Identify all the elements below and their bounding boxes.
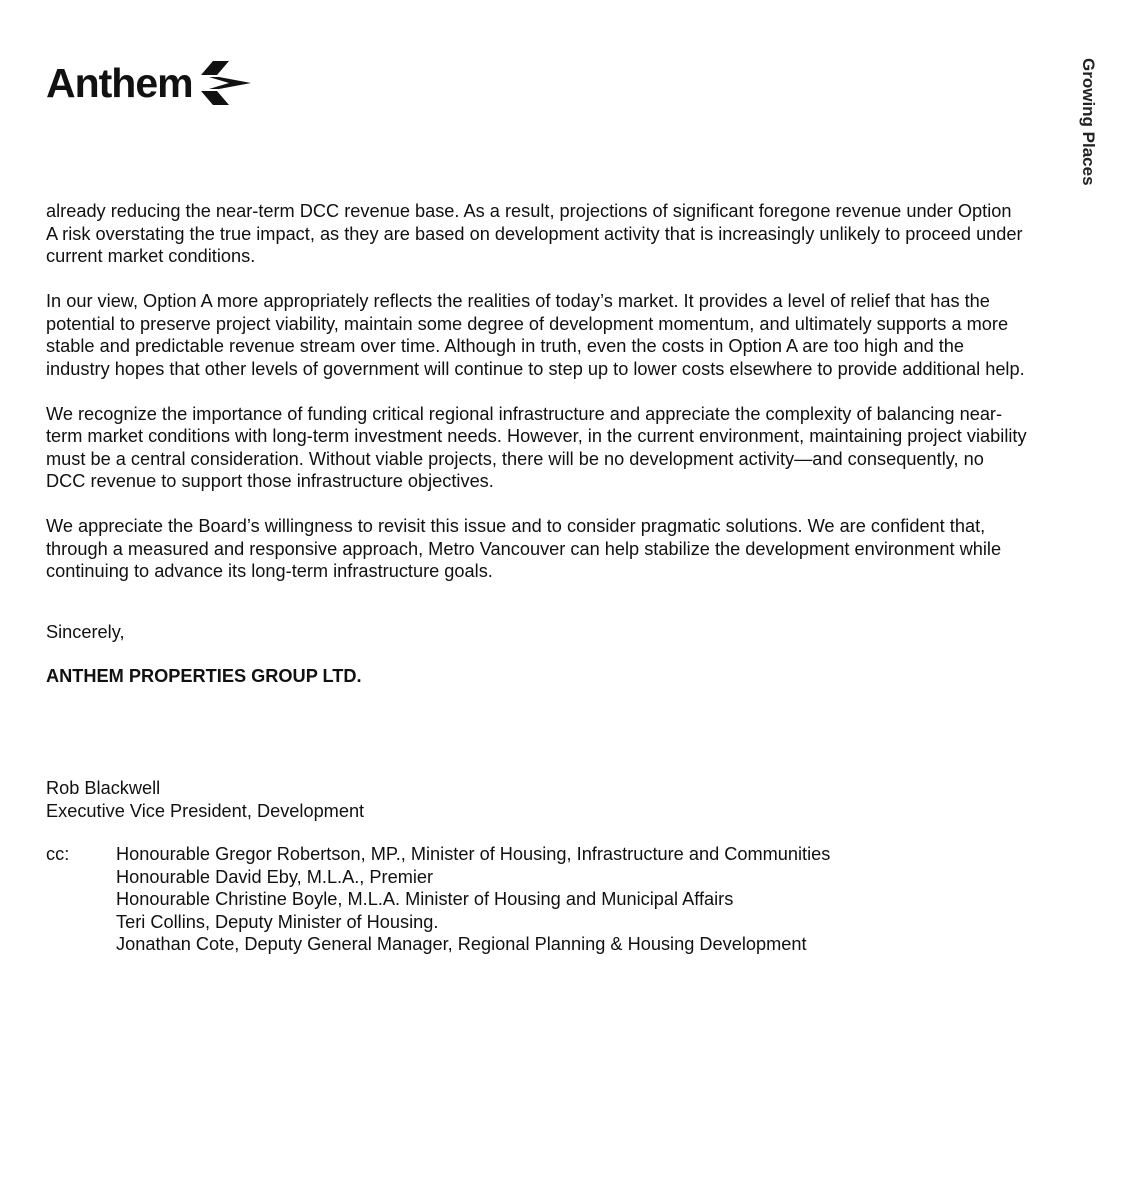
paragraph-line: stable and predictable revenue stream over time. Although in truth, even the costs in Option A are too high and the — [46, 336, 965, 356]
paragraph-line: A risk overstating the true impact, as they are based on development activity that is increasingly unlikely to proceed under — [46, 223, 1023, 244]
cc-label: cc: — [46, 844, 70, 864]
salutation: Sincerely, — [46, 622, 125, 642]
cc-list — [116, 843, 830, 956]
paragraph-line: continuing to advance its long-term infrastructure goals. — [46, 561, 493, 581]
tagline: Growing Places — [1079, 58, 1098, 186]
paragraph-line: DCC revenue to support those infrastructure objectives. — [46, 471, 494, 491]
paragraph — [46, 290, 1108, 380]
paragraph-line: We appreciate the Board’s willingness to revisit this issue and to consider pragmatic solutions. We are confident that, — [46, 516, 986, 536]
paragraph-line: already reducing the near-term DCC revenue base. As a result, projections of significant foregone revenue under Option — [46, 201, 1012, 221]
cc-recipient: Honourable Gregor Robertson, MP., Minister of Housing, Infrastructure and Communities — [116, 844, 831, 864]
paragraph-line: through a measured and responsive approach, Metro Vancouver can help stabilize the development environment while — [46, 538, 1002, 559]
signature-block — [46, 777, 364, 822]
letter-body — [46, 200, 1108, 605]
paragraph-line: industry hopes that other levels of government will continue to step up to lower costs elsewhere to provide additional help. — [46, 358, 1025, 379]
paragraph — [46, 515, 1108, 583]
paragraph — [46, 200, 1108, 268]
paragraph-line: current market conditions. — [46, 246, 256, 266]
company-name: ANTHEM PROPERTIES GROUP LTD. — [46, 666, 362, 686]
signer-name: Rob Blackwell — [46, 778, 161, 798]
signer-title: Executive Vice President, Development — [46, 800, 365, 821]
cc-recipient: Honourable David Eby, M.L.A., Premier — [116, 866, 434, 887]
cc-recipient: Jonathan Cote, Deputy General Manager, Regional Planning & Housing Development — [116, 934, 807, 954]
logo-arrow-icon — [199, 59, 253, 107]
cc-recipient: Teri Collins, Deputy Minister of Housing. — [116, 911, 439, 932]
paragraph-line: In our view, Option A more appropriately reflects the realities of today’s market. It provides a level of relief that has the — [46, 291, 990, 311]
paragraph-line: must be a central consideration. Without viable projects, there will be no development activity—and consequently, no — [46, 448, 984, 469]
logo-wordmark: Anthem — [46, 59, 193, 106]
paragraph — [46, 403, 1108, 493]
paragraph-line: potential to preserve project viability, maintain some degree of development momentum, and ultimately supports a more — [46, 313, 1009, 334]
cc-recipient: Honourable Christine Boyle, M.L.A. Minister of Housing and Municipal Affairs — [116, 889, 734, 909]
paragraph-line: term market conditions with long-term investment needs. However, in the current environment, maintaining project viability — [46, 426, 1027, 446]
company-logo — [46, 58, 253, 108]
paragraph-line: We recognize the importance of funding critical regional infrastructure and appreciate the complexity of balancing near- — [46, 403, 1003, 424]
